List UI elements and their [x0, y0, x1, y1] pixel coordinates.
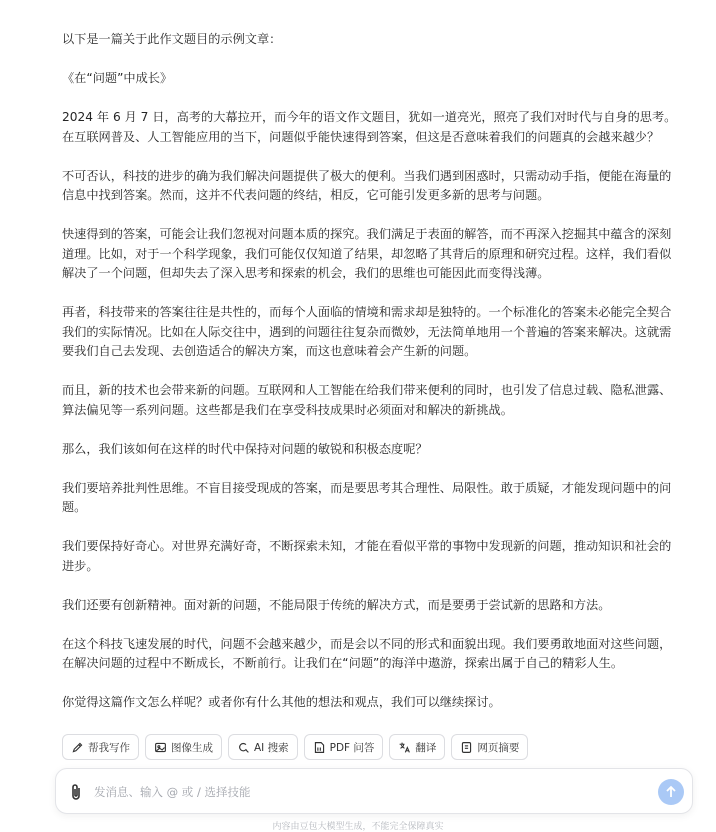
message-paragraph: 2024 年 6 月 7 日，高考的大幕拉开，而今年的语文作文题目，犹如一道亮光，照亮了我们对时代与自身的思考。在互联网普及、人工智能应用的当下，问题似乎能快速得到答案，但这是否意味着我们的问题真的会越来越少？ — [62, 110, 677, 144]
image-icon — [154, 741, 167, 754]
pdf-icon — [313, 741, 326, 754]
search-icon — [237, 741, 250, 754]
arrow-up-icon — [664, 785, 678, 799]
ai-search-label: AI 搜索 — [254, 741, 289, 754]
ai-search-button[interactable] — [228, 734, 298, 760]
assistant-message — [62, 30, 682, 732]
pen-icon — [71, 741, 84, 754]
ai-disclaimer: 内容由豆包大模型生成，不能完全保障真实 — [272, 822, 444, 832]
message-paragraph: 以下是一篇关于此作文题目的示例文章： — [62, 32, 282, 46]
pdf-qa-label: PDF 问答 — [329, 741, 375, 754]
message-input[interactable] — [92, 781, 616, 803]
translate-label: 翻译 — [415, 741, 437, 754]
send-button[interactable] — [658, 779, 684, 805]
paperclip-icon[interactable] — [68, 783, 84, 801]
message-paragraph: 再者，科技带来的答案往往是共性的，而每个人面临的情境和需求却是独特的。一个标准化的答案未必能完全契合我们的实际情况。比如在人际交往中，遇到的问题往往复杂而微妙，无法简单地用一个普遍的答案来解决。这就需要我们自己去发现、去创造适合的解决方案，而这也意味着会产生新的问题。 — [62, 305, 672, 358]
message-composer — [55, 768, 693, 814]
skill-shortcuts — [62, 734, 528, 760]
message-paragraph: 那么，我们该如何在这样的时代中保持对问题的敏锐和积极态度呢？ — [62, 441, 428, 456]
message-paragraph: 我们要培养批判性思维。不盲目接受现成的答案，而是要思考其合理性、局限性。敢于质疑，才能发现问题中的问题。 — [62, 480, 672, 514]
image-generation-label: 图像生成 — [171, 741, 213, 754]
message-paragraph: 不可否认，科技的进步的确为我们解决问题提供了极大的便利。当我们遇到困惑时，只需动动手指，便能在海量的信息中找到答案。然而，这并不代表问题的终结，相反，它可能引发更多新的思考与问题。 — [62, 168, 672, 202]
webpage-summary-button[interactable] — [451, 734, 528, 760]
message-paragraph: 我们要保持好奇心。对世界充满好奇，不断探索未知，才能在看似平常的事物中发现新的问题，推动知识和社会的进步。 — [62, 539, 672, 573]
message-paragraph: 我们还要有创新精神。面对新的问题，不能局限于传统的解决方式，而是要勇于尝试新的思路和方法。 — [62, 597, 611, 612]
message-paragraph: 而且，新的技术也会带来新的问题。互联网和人工智能在给我们带来便利的同时，也引发了信息过载、隐私泄露、算法偏见等一系列问题。这些都是我们在享受科技成果时必须面对和解决的新挑战。 — [62, 383, 672, 417]
essay-title: 《在“问题”中成长》 — [62, 71, 173, 85]
write-button[interactable] — [62, 734, 139, 760]
message-paragraph: 快速得到的答案，可能会让我们忽视对问题本质的探究。我们满足于表面的解答，而不再深入挖掘其中蕴含的深刻道理。比如，对于一个科学现象，我们可能仅仅知道了结果，却忽略了其背后的原理和研究过程。这样，我们看似解决了一个问题，但却失去了深入思考和探索的机会，我们的思维也可能因此而变得浅薄。 — [62, 227, 672, 280]
webpage-summary-label: 网页摘要 — [477, 741, 520, 754]
message-paragraph: 你觉得这篇作文怎么样呢？或者你有什么其他的想法和观点，我们可以继续探讨。 — [62, 695, 501, 709]
webpage-icon — [460, 741, 473, 754]
message-paragraph: 在这个科技飞速发展的时代，问题不会越来越少，而是会以不同的形式和面貌出现。我们要勇敢地面对这些问题，在解决问题的过程中不断成长，不断前行。让我们在“问题”的海洋中遨游，探索出属于自己的精彩人生。 — [62, 636, 672, 670]
image-generation-button[interactable] — [145, 734, 222, 760]
translate-button[interactable] — [389, 734, 445, 760]
pdf-qa-button[interactable] — [304, 734, 384, 760]
write-button-label: 帮我写作 — [88, 741, 130, 754]
translate-icon — [398, 741, 411, 754]
